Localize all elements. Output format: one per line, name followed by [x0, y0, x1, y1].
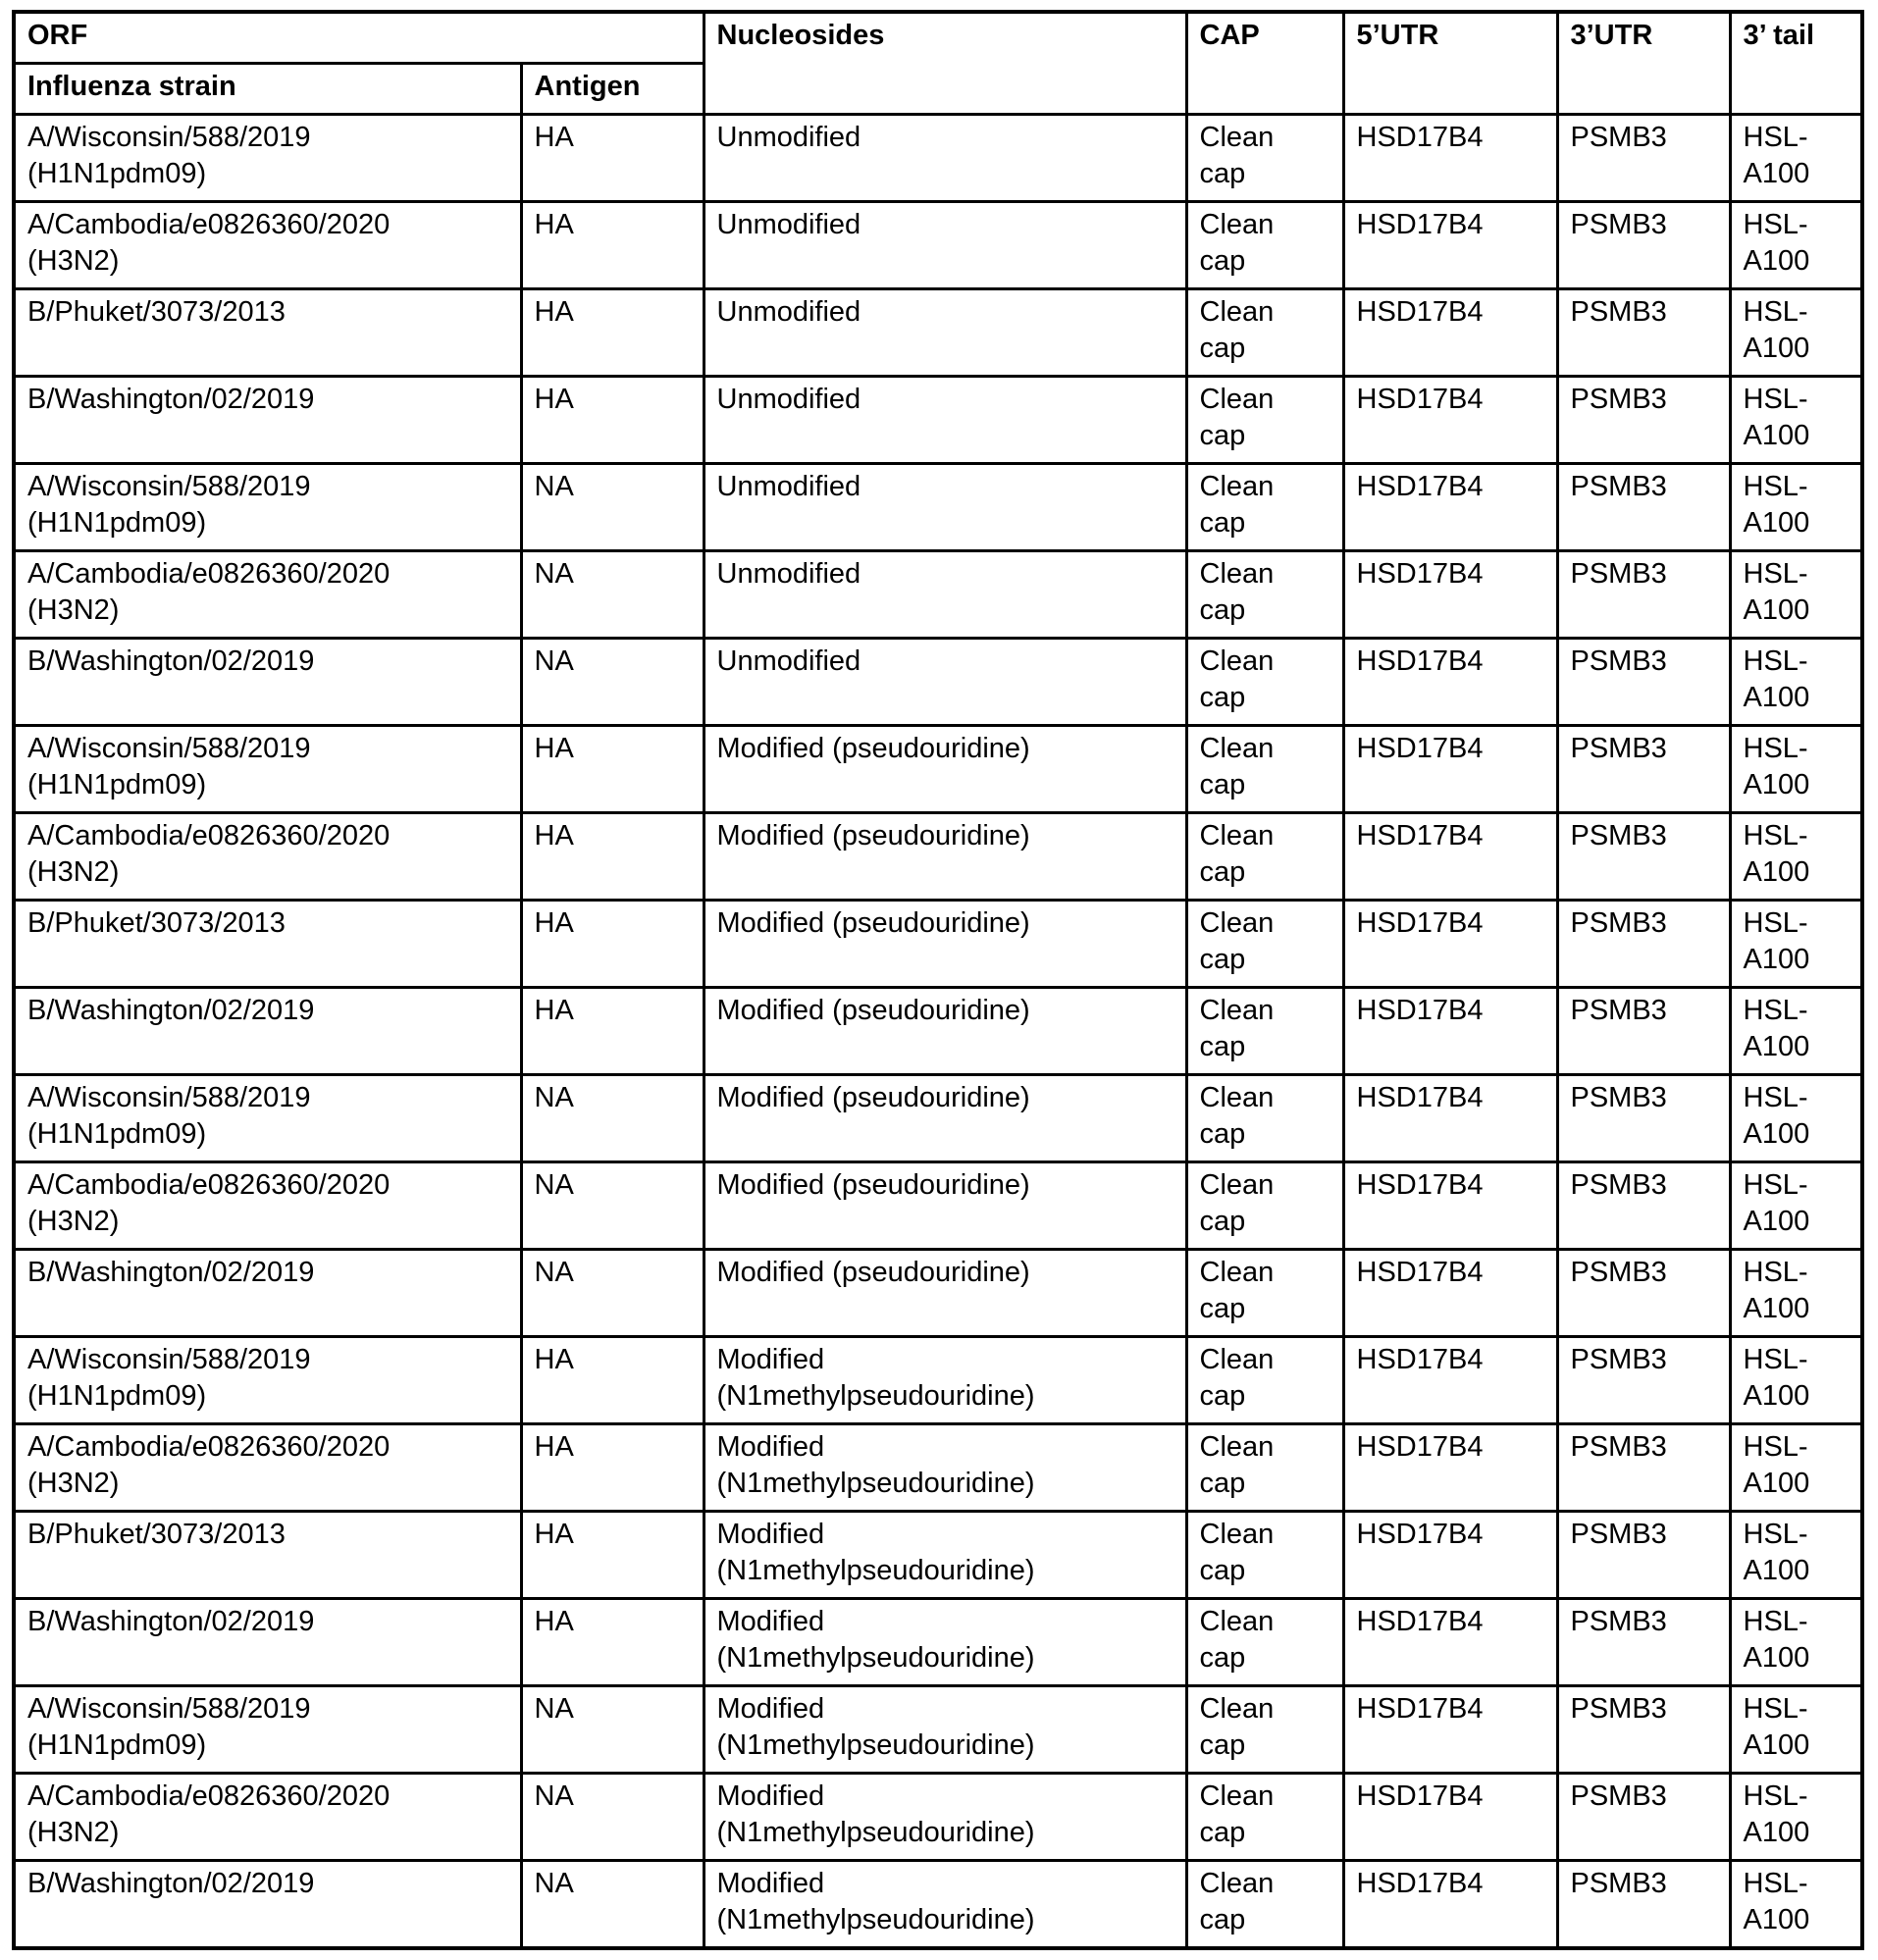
cell-strain: A/Wisconsin/588/2019 (H1N1pdm09) — [14, 1075, 521, 1162]
cell-tail: HSL- A100 — [1730, 551, 1862, 639]
cell-utr3: PSMB3 — [1557, 464, 1730, 551]
table-row — [14, 464, 1862, 551]
cell-nucleosides: Modified (pseudouridine) — [704, 813, 1186, 901]
cell-cap: Clean cap — [1186, 1250, 1343, 1337]
table-body — [14, 115, 1862, 1949]
cell-nucleosides: Modified (N1methylpseudouridine) — [704, 1774, 1186, 1861]
cell-utr5: HSD17B4 — [1343, 115, 1557, 202]
cell-strain: B/Washington/02/2019 — [14, 988, 521, 1075]
cell-utr3: PSMB3 — [1557, 639, 1730, 726]
table-row — [14, 1075, 1862, 1162]
cell-utr3: PSMB3 — [1557, 1686, 1730, 1774]
cell-utr3: PSMB3 — [1557, 726, 1730, 813]
cell-utr5: HSD17B4 — [1343, 1861, 1557, 1949]
header-row-top — [14, 12, 1862, 64]
cell-utr3: PSMB3 — [1557, 901, 1730, 988]
cell-tail: HSL- A100 — [1730, 289, 1862, 377]
cell-cap: Clean cap — [1186, 551, 1343, 639]
cell-utr3: PSMB3 — [1557, 202, 1730, 289]
table-row — [14, 377, 1862, 464]
cell-cap: Clean cap — [1186, 988, 1343, 1075]
cell-antigen: NA — [521, 1075, 704, 1162]
cell-utr3: PSMB3 — [1557, 289, 1730, 377]
cell-utr5: HSD17B4 — [1343, 1512, 1557, 1599]
cell-tail: HSL- A100 — [1730, 1686, 1862, 1774]
cell-tail: HSL- A100 — [1730, 1075, 1862, 1162]
cell-strain: A/Cambodia/e0826360/2020 (H3N2) — [14, 202, 521, 289]
cell-antigen: HA — [521, 377, 704, 464]
table-row — [14, 1686, 1862, 1774]
cell-utr3: PSMB3 — [1557, 1337, 1730, 1424]
cell-strain: B/Phuket/3073/2013 — [14, 901, 521, 988]
mrna-construct-table — [12, 10, 1864, 1950]
cell-nucleosides: Modified (N1methylpseudouridine) — [704, 1337, 1186, 1424]
cell-strain: A/Wisconsin/588/2019 (H1N1pdm09) — [14, 1337, 521, 1424]
cell-antigen: HA — [521, 726, 704, 813]
cell-cap: Clean cap — [1186, 813, 1343, 901]
header-influenza-strain: Influenza strain — [14, 64, 521, 115]
cell-nucleosides: Unmodified — [704, 464, 1186, 551]
cell-tail: HSL- A100 — [1730, 1250, 1862, 1337]
cell-utr5: HSD17B4 — [1343, 1424, 1557, 1512]
cell-utr3: PSMB3 — [1557, 813, 1730, 901]
cell-tail: HSL- A100 — [1730, 202, 1862, 289]
cell-strain: A/Cambodia/e0826360/2020 (H3N2) — [14, 813, 521, 901]
cell-cap: Clean cap — [1186, 1075, 1343, 1162]
cell-cap: Clean cap — [1186, 115, 1343, 202]
cell-utr3: PSMB3 — [1557, 377, 1730, 464]
table-row — [14, 813, 1862, 901]
header-orf: ORF — [14, 12, 704, 64]
cell-strain: A/Cambodia/e0826360/2020 (H3N2) — [14, 1162, 521, 1250]
cell-antigen: NA — [521, 1250, 704, 1337]
cell-strain: A/Cambodia/e0826360/2020 (H3N2) — [14, 1424, 521, 1512]
header-nucleosides: Nucleosides — [704, 12, 1186, 115]
table-row — [14, 1861, 1862, 1949]
table-row — [14, 726, 1862, 813]
cell-strain: A/Wisconsin/588/2019 (H1N1pdm09) — [14, 464, 521, 551]
cell-nucleosides: Unmodified — [704, 639, 1186, 726]
cell-nucleosides: Modified (pseudouridine) — [704, 726, 1186, 813]
table-row — [14, 1774, 1862, 1861]
cell-utr5: HSD17B4 — [1343, 377, 1557, 464]
table-row — [14, 1599, 1862, 1686]
cell-utr3: PSMB3 — [1557, 1162, 1730, 1250]
cell-nucleosides: Modified (pseudouridine) — [704, 1250, 1186, 1337]
cell-utr3: PSMB3 — [1557, 1424, 1730, 1512]
cell-antigen: NA — [521, 1861, 704, 1949]
cell-utr5: HSD17B4 — [1343, 1774, 1557, 1861]
cell-tail: HSL- A100 — [1730, 464, 1862, 551]
cell-strain: B/Washington/02/2019 — [14, 1599, 521, 1686]
cell-utr5: HSD17B4 — [1343, 639, 1557, 726]
cell-antigen: NA — [521, 1774, 704, 1861]
cell-cap: Clean cap — [1186, 901, 1343, 988]
cell-antigen: HA — [521, 813, 704, 901]
cell-nucleosides: Modified (N1methylpseudouridine) — [704, 1686, 1186, 1774]
cell-tail: HSL- A100 — [1730, 1337, 1862, 1424]
header-cap: CAP — [1186, 12, 1343, 115]
table-row — [14, 289, 1862, 377]
cell-nucleosides: Modified (N1methylpseudouridine) — [704, 1512, 1186, 1599]
cell-antigen: HA — [521, 1424, 704, 1512]
table-row — [14, 551, 1862, 639]
cell-utr3: PSMB3 — [1557, 1861, 1730, 1949]
cell-tail: HSL- A100 — [1730, 1512, 1862, 1599]
cell-antigen: NA — [521, 1686, 704, 1774]
cell-utr3: PSMB3 — [1557, 1512, 1730, 1599]
header-3utr: 3’UTR — [1557, 12, 1730, 115]
table-row — [14, 1162, 1862, 1250]
cell-strain: B/Washington/02/2019 — [14, 1250, 521, 1337]
cell-utr5: HSD17B4 — [1343, 551, 1557, 639]
table-row — [14, 1337, 1862, 1424]
cell-nucleosides: Unmodified — [704, 377, 1186, 464]
cell-strain: B/Washington/02/2019 — [14, 377, 521, 464]
cell-antigen: HA — [521, 901, 704, 988]
cell-cap: Clean cap — [1186, 1337, 1343, 1424]
cell-utr5: HSD17B4 — [1343, 1250, 1557, 1337]
cell-utr5: HSD17B4 — [1343, 988, 1557, 1075]
cell-antigen: HA — [521, 115, 704, 202]
cell-tail: HSL- A100 — [1730, 813, 1862, 901]
cell-tail: HSL- A100 — [1730, 1774, 1862, 1861]
header-antigen: Antigen — [521, 64, 704, 115]
cell-tail: HSL- A100 — [1730, 726, 1862, 813]
cell-cap: Clean cap — [1186, 1861, 1343, 1949]
cell-tail: HSL- A100 — [1730, 1162, 1862, 1250]
cell-cap: Clean cap — [1186, 1686, 1343, 1774]
cell-nucleosides: Modified (pseudouridine) — [704, 1075, 1186, 1162]
cell-nucleosides: Modified (pseudouridine) — [704, 988, 1186, 1075]
cell-utr5: HSD17B4 — [1343, 464, 1557, 551]
cell-utr3: PSMB3 — [1557, 988, 1730, 1075]
cell-tail: HSL- A100 — [1730, 1424, 1862, 1512]
cell-utr5: HSD17B4 — [1343, 901, 1557, 988]
cell-utr3: PSMB3 — [1557, 1599, 1730, 1686]
cell-nucleosides: Unmodified — [704, 551, 1186, 639]
cell-utr3: PSMB3 — [1557, 1774, 1730, 1861]
table-row — [14, 115, 1862, 202]
cell-strain: B/Phuket/3073/2013 — [14, 1512, 521, 1599]
table-row — [14, 1250, 1862, 1337]
table-row — [14, 1512, 1862, 1599]
cell-strain: B/Phuket/3073/2013 — [14, 289, 521, 377]
table-row — [14, 988, 1862, 1075]
table-row — [14, 202, 1862, 289]
cell-strain: B/Washington/02/2019 — [14, 639, 521, 726]
cell-utr3: PSMB3 — [1557, 551, 1730, 639]
header-5utr: 5’UTR — [1343, 12, 1557, 115]
cell-nucleosides: Modified (pseudouridine) — [704, 901, 1186, 988]
table-row — [14, 1424, 1862, 1512]
cell-nucleosides: Modified (N1methylpseudouridine) — [704, 1861, 1186, 1949]
cell-strain: A/Cambodia/e0826360/2020 (H3N2) — [14, 1774, 521, 1861]
cell-utr5: HSD17B4 — [1343, 1162, 1557, 1250]
cell-strain: A/Wisconsin/588/2019 (H1N1pdm09) — [14, 115, 521, 202]
cell-utr3: PSMB3 — [1557, 1250, 1730, 1337]
cell-cap: Clean cap — [1186, 1424, 1343, 1512]
table-row — [14, 901, 1862, 988]
cell-cap: Clean cap — [1186, 1162, 1343, 1250]
cell-antigen: NA — [521, 464, 704, 551]
cell-tail: HSL- A100 — [1730, 1599, 1862, 1686]
cell-antigen: NA — [521, 1162, 704, 1250]
cell-nucleosides: Modified (N1methylpseudouridine) — [704, 1424, 1186, 1512]
cell-cap: Clean cap — [1186, 1599, 1343, 1686]
cell-antigen: HA — [521, 1599, 704, 1686]
cell-nucleosides: Unmodified — [704, 289, 1186, 377]
header-3tail: 3’ tail — [1730, 12, 1862, 115]
cell-antigen: HA — [521, 1337, 704, 1424]
cell-nucleosides: Modified (N1methylpseudouridine) — [704, 1599, 1186, 1686]
table-header — [14, 12, 1862, 115]
cell-strain: A/Wisconsin/588/2019 (H1N1pdm09) — [14, 726, 521, 813]
cell-utr5: HSD17B4 — [1343, 1686, 1557, 1774]
table-row — [14, 639, 1862, 726]
cell-cap: Clean cap — [1186, 639, 1343, 726]
cell-antigen: NA — [521, 639, 704, 726]
cell-antigen: HA — [521, 202, 704, 289]
cell-antigen: NA — [521, 551, 704, 639]
cell-utr5: HSD17B4 — [1343, 1075, 1557, 1162]
cell-utr5: HSD17B4 — [1343, 1599, 1557, 1686]
cell-nucleosides: Unmodified — [704, 202, 1186, 289]
cell-utr5: HSD17B4 — [1343, 1337, 1557, 1424]
cell-cap: Clean cap — [1186, 726, 1343, 813]
cell-utr5: HSD17B4 — [1343, 202, 1557, 289]
cell-utr5: HSD17B4 — [1343, 813, 1557, 901]
cell-utr3: PSMB3 — [1557, 115, 1730, 202]
cell-utr3: PSMB3 — [1557, 1075, 1730, 1162]
cell-cap: Clean cap — [1186, 1774, 1343, 1861]
cell-strain: A/Wisconsin/588/2019 (H1N1pdm09) — [14, 1686, 521, 1774]
cell-antigen: HA — [521, 289, 704, 377]
cell-cap: Clean cap — [1186, 202, 1343, 289]
cell-tail: HSL- A100 — [1730, 988, 1862, 1075]
cell-nucleosides: Modified (pseudouridine) — [704, 1162, 1186, 1250]
cell-cap: Clean cap — [1186, 377, 1343, 464]
cell-utr5: HSD17B4 — [1343, 289, 1557, 377]
cell-tail: HSL- A100 — [1730, 377, 1862, 464]
cell-cap: Clean cap — [1186, 464, 1343, 551]
cell-nucleosides: Unmodified — [704, 115, 1186, 202]
cell-cap: Clean cap — [1186, 1512, 1343, 1599]
cell-antigen: HA — [521, 1512, 704, 1599]
cell-cap: Clean cap — [1186, 289, 1343, 377]
cell-utr5: HSD17B4 — [1343, 726, 1557, 813]
cell-tail: HSL- A100 — [1730, 639, 1862, 726]
cell-tail: HSL- A100 — [1730, 115, 1862, 202]
cell-tail: HSL- A100 — [1730, 1861, 1862, 1949]
cell-tail: HSL- A100 — [1730, 901, 1862, 988]
cell-strain: B/Washington/02/2019 — [14, 1861, 521, 1949]
cell-strain: A/Cambodia/e0826360/2020 (H3N2) — [14, 551, 521, 639]
cell-antigen: HA — [521, 988, 704, 1075]
